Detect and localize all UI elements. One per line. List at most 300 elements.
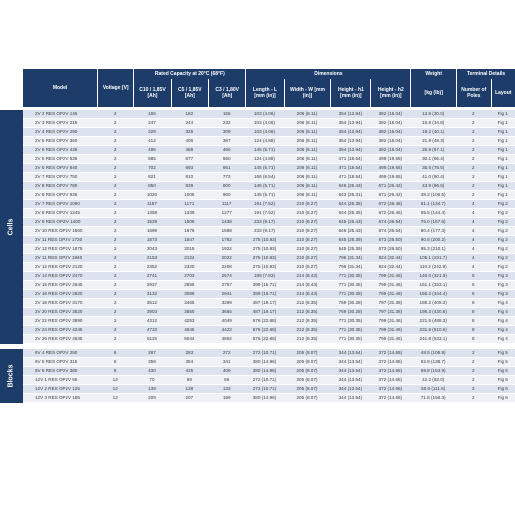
cell-layout: Fig 1 (491, 191, 515, 200)
cell-height-h1: 644 (25.35) (330, 200, 370, 209)
cell-c10: 3512 (133, 299, 170, 308)
cell-voltage: 6 (97, 349, 133, 358)
cell-width: 206 (8.11) (284, 164, 331, 173)
table-row (0, 367, 515, 376)
cell-poles: 8 (456, 299, 490, 308)
cell-height-h2: 673 (26.50) (370, 245, 410, 254)
table-row (0, 254, 515, 263)
cell-c3: 4049 (208, 317, 245, 326)
cell-layout: Fig 2 (491, 227, 515, 236)
cell-c10: 165 (133, 110, 170, 119)
cell-model: 2V 6 RES OPzV 435 (23, 146, 97, 155)
cell-layout: Fig 2 (491, 200, 515, 209)
cell-c5: 5044 (171, 335, 208, 344)
cell-weight: 80.4 (177.3) (410, 227, 456, 236)
cell-height-h2: 797 (31.38) (370, 299, 410, 308)
cell-width: 212 (8.35) (284, 299, 331, 308)
cell-voltage: 2 (97, 272, 133, 281)
cell-c5: 577 (171, 155, 208, 164)
cell-poles: 2 (456, 164, 490, 173)
cell-c3: 4802 (208, 335, 245, 344)
cell-c10: 70 (133, 376, 170, 385)
cell-width: 205 (8.07) (284, 385, 331, 394)
cell-poles: 2 (456, 137, 490, 146)
cell-length: 399 (15.71) (245, 281, 283, 290)
cell-c3: 1117 (208, 200, 245, 209)
cell-layout: Fig 1 (491, 110, 515, 119)
cell-c5: 1339 (171, 209, 208, 218)
table-row (0, 308, 515, 317)
cell-model: 2V 5 RES OPzV 360 (23, 137, 97, 146)
cell-height-h1: 471 (18.54) (330, 164, 370, 173)
cell-height-h2: 499 (19.65) (370, 173, 410, 182)
header-length: Length - L [mm (in)] (245, 79, 283, 107)
table-row (0, 245, 515, 254)
cell-height-h1: 644 (25.35) (330, 209, 370, 218)
cell-layout: Fig 4 (491, 299, 515, 308)
cell-c10: 5115 (133, 335, 170, 344)
cell-layout: Fig 6 (491, 385, 515, 394)
cell-c5: 425 (171, 367, 208, 376)
cell-width: 206 (8.11) (284, 110, 331, 119)
cell-poles: 4 (456, 218, 490, 227)
header-voltage: Voltage [V] (97, 69, 133, 107)
cell-height-h1: 769 (30.28) (330, 299, 370, 308)
cell-weight: 185.2 (408.3) (410, 299, 456, 308)
cell-c5: 488 (171, 146, 208, 155)
table-row (0, 290, 515, 299)
cell-length: 380 (14.96) (245, 358, 283, 367)
cell-width: 210 (8.27) (284, 254, 331, 263)
cell-c3: 1438 (208, 218, 245, 227)
cell-poles: 2 (456, 110, 490, 119)
cell-model: 6V 5 RES OPzV 315 (23, 358, 97, 367)
cell-model: 2V 6 RES OPzV 640 (23, 164, 97, 173)
cell-height-h2: 799 (31.46) (370, 317, 410, 326)
cell-c5: 2703 (171, 272, 208, 281)
cell-c3: 3299 (208, 299, 245, 308)
cell-width: 210 (8.27) (284, 200, 331, 209)
cell-length: 380 (14.96) (245, 367, 283, 376)
cell-c3: 409 (208, 367, 245, 376)
cell-poles: 8 (456, 317, 490, 326)
table-row (0, 191, 515, 200)
cell-model: 2V 16 RES OPzV 2820 (23, 290, 97, 299)
table-row (0, 358, 515, 367)
table-row (0, 218, 515, 227)
cell-height-h2: 799 (31.46) (370, 326, 410, 335)
cell-poles: 4 (456, 263, 490, 272)
cell-height-h1: 643 (25.31) (330, 191, 370, 200)
cell-weight: 41.0 (90.4) (410, 173, 456, 182)
cell-width: 206 (8.11) (284, 119, 331, 128)
cell-height-h2: 824 (32.44) (370, 263, 410, 272)
cell-c10: 2741 (133, 272, 170, 281)
cell-voltage: 2 (97, 110, 133, 119)
header-weight-unit: [kg (lb)] (410, 79, 456, 107)
cell-layout: Fig 5 (491, 358, 515, 367)
cell-height-h1: 354 (13.94) (330, 137, 370, 146)
cell-model: 2V 3 RES OPzV 215 (23, 119, 97, 128)
cell-c10: 1358 (133, 209, 170, 218)
cell-poles: 4 (456, 245, 490, 254)
cell-c10: 139 (133, 385, 170, 394)
cell-width: 206 (8.11) (284, 146, 331, 155)
group-label-text: Cells (7, 218, 15, 236)
cell-width: 210 (8.27) (284, 227, 331, 236)
cell-width: 210 (8.27) (284, 218, 331, 227)
cell-model: 2V 12 RES OPzV 1875 (23, 245, 97, 254)
cell-weight: 35.6 (78.5) (410, 164, 456, 173)
cell-layout: Fig 2 (491, 209, 515, 218)
cell-model: 2V 22 RES OPzV 3890 (23, 317, 97, 326)
cell-layout: Fig 1 (491, 119, 515, 128)
cell-width: 210 (8.27) (284, 209, 331, 218)
cell-poles: 4 (456, 236, 490, 245)
cell-model: 2V 10 RES OPzV 1560 (23, 227, 97, 236)
cell-c5: 283 (171, 349, 208, 358)
cell-voltage: 2 (97, 182, 133, 191)
cell-c5: 354 (171, 358, 208, 367)
cell-layout: Fig 1 (491, 137, 515, 146)
cell-poles: 2 (456, 191, 490, 200)
cell-height-h2: 799 (31.46) (370, 290, 410, 299)
cell-poles: 8 (456, 308, 490, 317)
cell-voltage: 2 (97, 191, 133, 200)
cell-height-h1: 771 (30.35) (330, 290, 370, 299)
cell-width: 205 (8.07) (284, 349, 331, 358)
cell-width: 214 (8.43) (284, 281, 331, 290)
table-header (0, 69, 515, 110)
cell-voltage: 2 (97, 236, 133, 245)
cell-model: 2V 15 RES OPzV 2645 (23, 281, 97, 290)
cell-width: 210 (8.27) (284, 263, 331, 272)
cell-c3: 2757 (208, 281, 245, 290)
cell-height-h1: 344 (13.54) (330, 376, 370, 385)
table-row (0, 200, 515, 209)
cell-layout: Fig 1 (491, 146, 515, 155)
cell-voltage: 2 (97, 155, 133, 164)
cell-c5: 810 (171, 173, 208, 182)
cell-model: 2V 2 RES OPzV 145 (23, 110, 97, 119)
cell-voltage: 2 (97, 290, 133, 299)
table-row (0, 173, 515, 182)
cell-width: 205 (8.07) (284, 376, 331, 385)
header-height-h1: Height - h1 [mm (in)] (330, 79, 370, 107)
table-row (0, 385, 515, 394)
cell-c10: 1187 (133, 200, 170, 209)
cell-c10: 3903 (133, 308, 170, 317)
cell-height-h2: 674 (26.54) (370, 227, 410, 236)
cell-length: 145 (5.71) (245, 164, 283, 173)
cell-width: 210 (8.27) (284, 236, 331, 245)
cell-c3: 1598 (208, 227, 245, 236)
cell-height-h2: 674 (26.54) (370, 218, 410, 227)
cell-voltage: 2 (97, 128, 133, 137)
cell-height-h2: 372 (14.65) (370, 376, 410, 385)
cell-c10: 209 (133, 394, 170, 403)
cell-voltage: 2 (97, 326, 133, 335)
cell-weight: 241.8 (533.1) (410, 335, 456, 344)
table-row (0, 263, 515, 272)
header-dimensions: Dimensions (245, 69, 410, 79)
cell-width: 206 (8.11) (284, 128, 331, 137)
cell-weight: 50.6 (111.6) (410, 385, 456, 394)
cell-layout: Fig 5 (491, 349, 515, 358)
table-row (0, 349, 515, 358)
cell-length: 275 (10.83) (245, 236, 283, 245)
cell-width: 210 (8.27) (284, 245, 331, 254)
cell-c3: 773 (208, 173, 245, 182)
cell-c5: 325 (171, 128, 208, 137)
table-row (0, 272, 515, 281)
cell-c10: 495 (133, 146, 170, 155)
cell-c5: 3089 (171, 290, 208, 299)
cell-height-h1: 771 (30.35) (330, 272, 370, 281)
cell-width: 206 (8.11) (284, 155, 331, 164)
cell-height-h1: 771 (30.35) (330, 281, 370, 290)
cell-voltage: 2 (97, 227, 133, 236)
cell-c3: 2022 (208, 254, 245, 263)
header-rated-capacity: Rated Capacity at 20°C (68°F) (133, 69, 245, 79)
cell-c3: 309 (208, 128, 245, 137)
cell-c10: 329 (133, 128, 170, 137)
cell-poles: 8 (456, 335, 490, 344)
header-c5: C5 / 1,85V [Ah] (171, 79, 208, 107)
table-row (0, 281, 515, 290)
cell-width: 205 (8.07) (284, 394, 331, 403)
cell-voltage: 2 (97, 245, 133, 254)
header-terminal-details: Terminal Details (456, 69, 515, 79)
cell-voltage: 2 (97, 281, 133, 290)
cell-poles: 2 (456, 358, 490, 367)
cell-height-h2: 672 (26.46) (370, 209, 410, 218)
cell-layout: Fig 4 (491, 308, 515, 317)
cell-c10: 821 (133, 173, 170, 182)
cell-weight: 61.1 (134.7) (410, 200, 456, 209)
cell-height-h1: 354 (13.94) (330, 110, 370, 119)
cell-height-h1: 344 (13.54) (330, 394, 370, 403)
cell-layout: Fig 4 (491, 317, 515, 326)
header-height-h2: Height - h2 [mm (in)] (370, 79, 410, 107)
cell-c5: 2320 (171, 263, 208, 272)
cell-weight: 21.9 (48.3) (410, 137, 456, 146)
cell-height-h1: 771 (30.35) (330, 317, 370, 326)
cell-height-h2: 382 (15.04) (370, 128, 410, 137)
cell-voltage: 2 (97, 335, 133, 344)
cell-weight: 151.1 (333.1) (410, 281, 456, 290)
cell-width: 214 (8.43) (284, 272, 331, 281)
cell-c5: 406 (171, 137, 208, 146)
cell-c3: 232 (208, 119, 245, 128)
cell-poles: 2 (456, 128, 490, 137)
cell-height-h1: 771 (30.35) (330, 326, 370, 335)
table-row (0, 146, 515, 155)
cell-height-h1: 354 (13.94) (330, 146, 370, 155)
cell-height-h2: 372 (14.65) (370, 385, 410, 394)
cell-length: 272 (10.71) (245, 376, 283, 385)
cell-c5: 1171 (171, 200, 208, 209)
cell-poles: 4 (456, 200, 490, 209)
cell-voltage: 2 (97, 317, 133, 326)
cell-length: 191 (7.52) (245, 200, 283, 209)
cell-voltage: 12 (97, 394, 133, 403)
cell-c10: 4710 (133, 326, 170, 335)
table-row (0, 128, 515, 137)
cell-model: 2V 20 RES OPzV 3520 (23, 308, 97, 317)
cell-height-h1: 771 (30.35) (330, 335, 370, 344)
cell-length: 103 (4.06) (245, 110, 283, 119)
cell-c3: 272 (208, 349, 245, 358)
cell-model: 12V 3 RES OPzV 185 (23, 394, 97, 403)
cell-c3: 800 (208, 182, 245, 191)
cell-c10: 2043 (133, 245, 170, 254)
cell-poles: 6 (456, 290, 490, 299)
cell-height-h1: 344 (13.54) (330, 367, 370, 376)
cell-c3: 341 (208, 358, 245, 367)
table-row (0, 394, 515, 403)
table-row (0, 335, 515, 344)
cell-c3: 550 (208, 155, 245, 164)
cell-length: 145 (5.71) (245, 146, 283, 155)
cell-c10: 1020 (133, 191, 170, 200)
cell-c10: 702 (133, 164, 170, 173)
cell-c3: 387 (208, 137, 245, 146)
cell-height-h2: 673 (26.50) (370, 236, 410, 245)
cell-height-h2: 372 (14.65) (370, 358, 410, 367)
cell-model: 2V 4 RES OPzV 290 (23, 128, 97, 137)
cell-c3: 2574 (208, 272, 245, 281)
cell-height-h2: 382 (15.04) (370, 137, 410, 146)
cell-weight: 48.5 (106.9) (410, 349, 456, 358)
cell-weight: 195.3 (430.6) (410, 308, 456, 317)
cell-height-h1: 471 (18.54) (330, 155, 370, 164)
cell-poles: 2 (456, 146, 490, 155)
cell-layout: Fig 3 (491, 281, 515, 290)
cell-c10: 359 (133, 358, 170, 367)
cell-poles: 4 (456, 254, 490, 263)
cell-length: 399 (15.71) (245, 290, 283, 299)
cell-c3: 3665 (208, 308, 245, 317)
cell-model: 12V 1 RES OPzV 65 (23, 376, 97, 385)
header-c10: C10 / 1,85V [Ah] (133, 79, 170, 107)
cell-c5: 4645 (171, 326, 208, 335)
cell-c3: 661 (208, 164, 245, 173)
cell-length: 380 (14.96) (245, 394, 283, 403)
cell-voltage: 2 (97, 308, 133, 317)
cell-height-h2: 671 (26.42) (370, 191, 410, 200)
cell-model: 2V 9 RES OPzV 935 (23, 191, 97, 200)
cell-layout: Fig 1 (491, 173, 515, 182)
cell-height-h2: 799 (31.46) (370, 272, 410, 281)
cell-layout: Fig 1 (491, 182, 515, 191)
cell-weight: 221.5 (488.3) (410, 317, 456, 326)
cell-c5: 69 (171, 376, 208, 385)
cell-length: 103 (4.06) (245, 119, 283, 128)
cell-weight: 62.9 (138.7) (410, 358, 456, 367)
cell-height-h2: 499 (19.65) (370, 164, 410, 173)
cell-width: 206 (8.11) (284, 173, 331, 182)
cell-height-h2: 499 (19.65) (370, 155, 410, 164)
cell-height-h1: 344 (13.54) (330, 358, 370, 367)
cell-layout: Fig 3 (491, 272, 515, 281)
battery-spec-table (0, 69, 515, 403)
cell-width: 212 (8.35) (284, 326, 331, 335)
group-label-text: Blocks (7, 364, 15, 388)
cell-layout: Fig 4 (491, 326, 515, 335)
cell-height-h1: 796 (31.34) (330, 263, 370, 272)
cell-height-h1: 354 (13.94) (330, 128, 370, 137)
cell-weight: 110.2 (242.9) (410, 263, 456, 272)
cell-width: 214 (8.43) (284, 290, 331, 299)
cell-c5: 162 (171, 110, 208, 119)
table-row (0, 299, 515, 308)
cell-voltage: 2 (97, 200, 133, 209)
cell-c10: 430 (133, 367, 170, 376)
cell-c10: 287 (133, 349, 170, 358)
cell-poles: 8 (456, 326, 490, 335)
cell-model: 2V 9 RES OPZV 1400 (23, 218, 97, 227)
table-row (0, 164, 515, 173)
cell-layout: Fig 2 (491, 254, 515, 263)
cell-c5: 2015 (171, 245, 208, 254)
cell-c3: 1922 (208, 245, 245, 254)
cell-length: 145 (5.71) (245, 182, 283, 191)
cell-c3: 1277 (208, 209, 245, 218)
cell-voltage: 2 (97, 119, 133, 128)
cell-layout: Fig 6 (491, 376, 515, 385)
cell-weight: 146.0 (321.9) (410, 272, 456, 281)
cell-weight: 48.3 (106.5) (410, 191, 456, 200)
cell-width: 205 (8.07) (284, 367, 331, 376)
header-width: Width - W [mm (in)] (284, 79, 331, 107)
cell-model: 2V 12 RES OPzV 2120 (23, 263, 97, 272)
cell-height-h1: 645 (25.39) (330, 245, 370, 254)
header-weight: Weight (410, 69, 456, 79)
cell-poles: 2 (456, 155, 490, 164)
cell-width: 206 (8.11) (284, 137, 331, 146)
cell-poles: 2 (456, 385, 490, 394)
table-row (0, 155, 515, 164)
cell-c5: 693 (171, 164, 208, 173)
cell-weight: 25.9 (57.1) (410, 146, 456, 155)
cell-c5: 3850 (171, 308, 208, 317)
cell-length: 124 (4.88) (245, 155, 283, 164)
cell-poles: 4 (456, 209, 490, 218)
cell-c3: 2941 (208, 290, 245, 299)
group-label-1 (0, 349, 23, 403)
cell-height-h2: 372 (14.65) (370, 349, 410, 358)
cell-weight: 71.8 (158.3) (410, 394, 456, 403)
cell-layout: Fig 3 (491, 290, 515, 299)
cell-height-h1: 645 (25.43) (330, 218, 370, 227)
cell-layout: Fig 5 (491, 367, 515, 376)
cell-height-h2: 382 (15.04) (370, 110, 410, 119)
cell-model: 2V 11 RES OPzV 1940 (23, 254, 97, 263)
cell-model: 2V 18 RES OPzV 3170 (23, 299, 97, 308)
cell-c10: 2153 (133, 254, 170, 263)
cell-model: 12V 2 RES OPzV 125 (23, 385, 97, 394)
cell-height-h1: 646 (25.43) (330, 227, 370, 236)
header-c3: C3 / 1,80V [Ah] (208, 79, 245, 107)
header-poles: Number of Poles (456, 79, 490, 107)
cell-c3: 66 (208, 376, 245, 385)
cell-width: 206 (8.11) (284, 191, 331, 200)
table-row (0, 317, 515, 326)
cell-c5: 2124 (171, 254, 208, 263)
table-row (0, 227, 515, 236)
cell-height-h1: 354 (13.94) (330, 119, 370, 128)
